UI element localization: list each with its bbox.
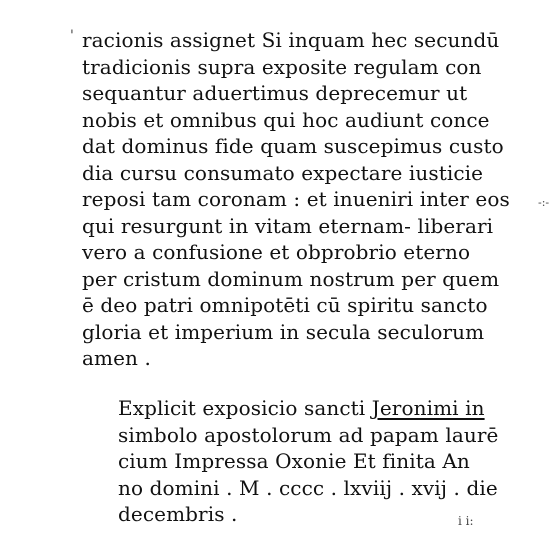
text-line: vero a confusione et obprobrio eterno — [82, 240, 471, 264]
colophon-line: decembris . — [118, 502, 238, 526]
text-line: tradicionis supra exposite regulam con — [82, 54, 482, 79]
text-line: racionis assignet Si inquam hec secundū — [82, 28, 500, 52]
text-line: dat dominus fide quam suscepimus custo — [82, 134, 504, 158]
text-line: reposi tam coronam : et inueniri inter eos — [82, 187, 510, 211]
text-line: ē deo patri omnipotēti cū spiritu sancto — [82, 293, 488, 317]
text-line: nobis et omnibus qui hoc audiunt conce — [82, 107, 490, 132]
colophon-line — [118, 395, 538, 422]
main-text-block — [82, 27, 542, 372]
colophon-line: no domini . M . cccc . lxviij . xvij . die — [118, 475, 498, 500]
colophon-line: simbolo apostolorum ad papam laurē — [118, 422, 499, 447]
text-line: amen . — [82, 346, 151, 370]
margin-mark-right: -:- — [538, 196, 550, 209]
bottom-mark: i i: — [458, 514, 474, 528]
text-line: gloria et imperium in secula seculorum — [82, 319, 485, 344]
text-line: qui resurgunt in vitam eternam- liberari — [82, 213, 494, 238]
colophon-block — [118, 395, 538, 528]
text-line: sequantur aduertimus deprecemur ut — [82, 81, 468, 105]
text-line: dia cursu consumato expectare iusticie — [82, 160, 484, 185]
colophon-line: cium Impressa Oxonie Et finita An — [118, 449, 470, 473]
margin-mark-left: ' — [70, 28, 74, 44]
text-line: per cristum dominum nostrum per quem — [82, 266, 500, 291]
colophon-text: Explicit exposicio sancti — [118, 396, 372, 420]
colophon-author-name: Jeronimi in — [371, 396, 485, 420]
